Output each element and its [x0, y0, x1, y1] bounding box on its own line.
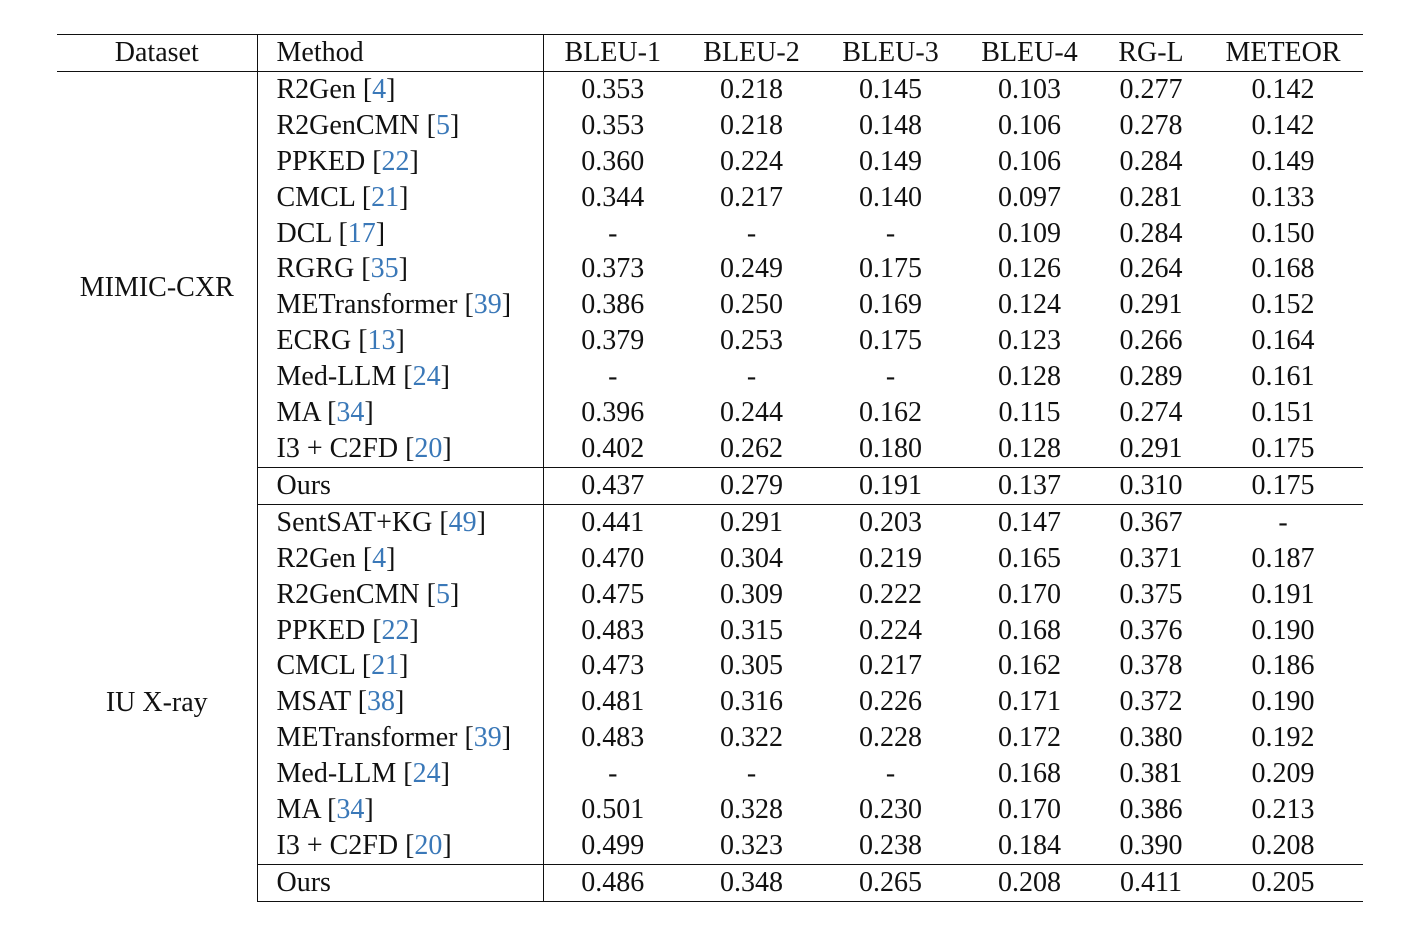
metric-value: 0.170: [998, 578, 1061, 610]
citation-bracket: ]: [476, 506, 486, 538]
citation-bracket: [: [365, 614, 382, 646]
citation-bracket: [: [419, 578, 436, 610]
citation-bracket: ]: [395, 686, 405, 718]
citation-link[interactable]: 24: [412, 361, 441, 393]
metric-value: 0.278: [1119, 109, 1183, 141]
metric-value: -: [746, 217, 757, 249]
citation-bracket: [: [396, 361, 413, 393]
citation-bracket: [: [354, 650, 372, 682]
metric-value: 0.184: [998, 829, 1061, 861]
metric-value: 0.244: [720, 397, 783, 429]
method-cell: [257, 756, 543, 792]
method-name: MA: [276, 794, 321, 826]
metric-value: 0.172: [998, 722, 1061, 754]
metric-value: 0.147: [998, 506, 1061, 538]
metric-value: 0.152: [1251, 289, 1315, 321]
citation-link[interactable]: 5: [435, 109, 450, 141]
table-row: [57, 71, 1363, 107]
metric-value: 0.128: [998, 432, 1061, 464]
citation-link[interactable]: 21: [371, 650, 400, 682]
metric-value: 0.164: [1251, 325, 1315, 357]
citation-link[interactable]: 21: [371, 181, 400, 213]
method-cell: [257, 323, 543, 359]
metric-value: 0.128: [998, 361, 1061, 393]
metric-value: 0.168: [1251, 253, 1315, 285]
header-rg-l: RG-L: [1099, 35, 1203, 72]
metric-value: 0.137: [960, 467, 1099, 504]
citation-bracket: ]: [409, 145, 419, 177]
metric-value: 0.315: [720, 614, 783, 646]
method-cell: [257, 216, 543, 252]
metric-value: 0.190: [1251, 614, 1315, 646]
citation-link[interactable]: 34: [336, 794, 365, 826]
metric-value: -: [885, 361, 896, 393]
metric-value: 0.169: [859, 289, 922, 321]
method-cell: [257, 613, 543, 649]
citation-link[interactable]: 17: [347, 217, 376, 249]
metric-value: 0.217: [720, 181, 783, 213]
method-name: RGRG: [276, 253, 355, 285]
metric-value: 0.305: [720, 650, 783, 682]
metric-value: 0.213: [1251, 794, 1315, 826]
method-cell: [257, 251, 543, 287]
metric-value: 0.142: [1251, 73, 1315, 105]
header-bleu-3: BLEU-3: [821, 35, 960, 72]
metric-value: 0.208: [960, 864, 1099, 901]
citation-link[interactable]: 35: [370, 253, 399, 285]
metric-value: 0.284: [1119, 145, 1183, 177]
metric-value: 0.265: [821, 864, 960, 901]
header-method: Method: [257, 35, 543, 72]
metric-value: 0.175: [1251, 432, 1315, 464]
metric-value: 0.367: [1119, 506, 1183, 538]
metric-value: 0.289: [1119, 361, 1183, 393]
citation-bracket: ]: [386, 73, 396, 105]
header-bleu-4: BLEU-4: [960, 35, 1099, 72]
method-cell: [257, 648, 543, 684]
method-name: I3 + C2FD: [276, 829, 399, 861]
method-cell: [257, 684, 543, 720]
metric-value: 0.126: [998, 253, 1061, 285]
citation-bracket: [: [457, 289, 474, 321]
metric-value: 0.180: [859, 432, 922, 464]
method-name: Med-LLM: [276, 758, 397, 790]
table-row: [57, 504, 1363, 540]
metric-value: 0.279: [682, 467, 821, 504]
method-name: PPKED: [276, 614, 366, 646]
metric-value: 0.142: [1251, 109, 1315, 141]
metric-value: 0.150: [1251, 217, 1315, 249]
citation-link[interactable]: 22: [381, 614, 410, 646]
citation-bracket: ]: [449, 109, 460, 141]
metric-value: 0.109: [998, 217, 1061, 249]
method-cell: [257, 180, 543, 216]
metric-value: -: [608, 758, 618, 790]
method-name: DCL: [276, 217, 332, 249]
metric-value: 0.168: [998, 758, 1061, 790]
method-cell: [257, 467, 543, 504]
metric-value: 0.175: [1203, 467, 1363, 504]
metric-value: 0.266: [1119, 325, 1183, 357]
metric-value: 0.380: [1119, 722, 1183, 754]
table-header: [57, 35, 1363, 72]
metric-value: 0.274: [1119, 397, 1183, 429]
citation-bracket: [: [457, 722, 474, 754]
citation-link[interactable]: 38: [367, 686, 396, 718]
citation-bracket: ]: [386, 542, 396, 574]
metric-value: 0.165: [998, 542, 1061, 574]
metric-value: 0.151: [1251, 397, 1315, 429]
metric-value: 0.175: [859, 253, 922, 285]
citation-link[interactable]: 5: [435, 578, 450, 610]
metric-value: 0.309: [720, 578, 783, 610]
metric-value: 0.162: [998, 650, 1061, 682]
metric-value: 0.148: [859, 109, 922, 141]
metric-value: 0.291: [720, 506, 783, 538]
metric-value: 0.375: [1119, 578, 1183, 610]
metric-value: 0.226: [859, 686, 922, 718]
metric-value: 0.175: [859, 325, 922, 357]
metric-value: 0.373: [581, 253, 645, 285]
metric-value: 0.381: [1119, 758, 1183, 790]
metric-value: 0.378: [1119, 650, 1183, 682]
citation-bracket: [: [432, 506, 449, 538]
citation-link[interactable]: 13: [367, 325, 396, 357]
metric-value: 0.249: [720, 253, 783, 285]
citation-bracket: ]: [364, 397, 374, 429]
citation-link[interactable]: 4: [372, 542, 387, 574]
metric-value: 0.499: [581, 829, 645, 861]
metric-value: 0.284: [1119, 217, 1183, 249]
metric-value: 0.470: [581, 542, 645, 574]
metric-value: -: [608, 217, 618, 249]
metric-value: 0.124: [998, 289, 1061, 321]
citation-link[interactable]: 34: [336, 397, 365, 429]
citation-bracket: ]: [501, 289, 512, 321]
method-name: METransformer: [276, 722, 458, 754]
metric-value: 0.106: [998, 109, 1061, 141]
method-name: MSAT: [276, 686, 351, 718]
citation-link[interactable]: 24: [412, 758, 441, 790]
metric-value: 0.170: [998, 794, 1061, 826]
dataset-name: MIMIC-CXR: [57, 71, 257, 504]
citation-link[interactable]: 20: [414, 829, 443, 861]
citation-link[interactable]: 22: [381, 145, 410, 177]
metric-value: 0.322: [720, 722, 783, 754]
metric-value: 0.277: [1119, 73, 1183, 105]
citation-bracket: [: [419, 109, 436, 141]
method-cell: [257, 395, 543, 431]
metric-value: 0.140: [859, 181, 922, 213]
metric-value: 0.123: [998, 325, 1061, 357]
method-name: CMCL: [276, 181, 355, 213]
citation-bracket: ]: [398, 253, 408, 285]
citation-bracket: [: [351, 325, 368, 357]
metric-value: -: [746, 758, 757, 790]
metric-value: 0.348: [682, 864, 821, 901]
dataset-group: [57, 504, 1363, 901]
method-cell: [257, 71, 543, 107]
metric-value: 0.192: [1251, 722, 1315, 754]
metric-value: 0.097: [998, 181, 1061, 213]
metric-value: 0.218: [720, 73, 783, 105]
citation-link[interactable]: 4: [372, 73, 387, 105]
method-cell: [257, 577, 543, 613]
metric-value: 0.386: [1119, 794, 1183, 826]
method-cell: [257, 792, 543, 828]
method-name: SentSAT+KG: [276, 506, 433, 538]
metric-value: 0.224: [720, 145, 783, 177]
metric-value: 0.386: [581, 289, 645, 321]
method-name: ECRG: [276, 325, 352, 357]
metric-value: 0.253: [720, 325, 783, 357]
metric-value: 0.328: [720, 794, 783, 826]
method-name: Ours: [276, 866, 331, 898]
citation-bracket: ]: [440, 758, 450, 790]
metric-value: 0.187: [1251, 542, 1315, 574]
citation-bracket: [: [331, 217, 348, 249]
method-name: PPKED: [276, 145, 366, 177]
header-bleu-1: BLEU-1: [543, 35, 682, 72]
metric-value: 0.262: [720, 432, 783, 464]
metric-value: 0.208: [1251, 829, 1315, 861]
metric-value: 0.483: [581, 722, 645, 754]
metric-value: 0.281: [1119, 181, 1183, 213]
metric-value: 0.145: [859, 73, 922, 105]
metric-value: 0.171: [998, 686, 1061, 718]
metric-value: 0.411: [1099, 864, 1203, 901]
metric-value: 0.238: [859, 829, 922, 861]
metric-value: 0.186: [1251, 650, 1315, 682]
metric-value: 0.115: [998, 397, 1061, 429]
citation-bracket: ]: [375, 217, 386, 249]
method-name: Ours: [276, 469, 331, 501]
header-meteor: METEOR: [1203, 35, 1363, 72]
metric-value: 0.437: [543, 467, 682, 504]
metric-value: 0.103: [998, 73, 1061, 105]
citation-bracket: ]: [399, 650, 409, 682]
citation-bracket: [: [354, 181, 372, 213]
metric-value: 0.379: [581, 325, 645, 357]
metric-value: -: [885, 217, 896, 249]
metric-value: 0.402: [581, 432, 645, 464]
metric-value: 0.372: [1119, 686, 1183, 718]
metric-value: 0.224: [859, 614, 922, 646]
metric-value: 0.219: [859, 542, 922, 574]
metric-value: 0.390: [1119, 829, 1183, 861]
method-cell: [257, 144, 543, 180]
citation-bracket: [: [365, 145, 382, 177]
citation-bracket: [: [398, 432, 415, 464]
metric-value: 0.376: [1119, 614, 1183, 646]
metric-value: 0.217: [859, 650, 922, 682]
method-cell: [257, 828, 543, 864]
metric-value: 0.222: [859, 578, 922, 610]
method-cell: [257, 359, 543, 395]
citation-bracket: ]: [501, 722, 512, 754]
method-cell: [257, 504, 543, 540]
metric-value: 0.473: [581, 650, 645, 682]
citation-bracket: [: [396, 758, 413, 790]
citation-bracket: [: [320, 397, 337, 429]
citation-bracket: ]: [409, 614, 419, 646]
metric-value: 0.161: [1251, 361, 1315, 393]
metric-value: 0.209: [1251, 758, 1315, 790]
method-cell: [257, 864, 543, 901]
citation-bracket: [: [398, 829, 415, 861]
metric-value: 0.481: [581, 686, 645, 718]
dataset-name: IU X-ray: [57, 504, 257, 901]
metric-value: 0.133: [1251, 181, 1315, 213]
citation-link[interactable]: 39: [473, 289, 502, 321]
citation-bracket: [: [355, 73, 373, 105]
citation-bracket: ]: [449, 578, 460, 610]
citation-link[interactable]: 20: [414, 432, 443, 464]
method-name: R2GenCMN: [276, 109, 420, 141]
metric-value: 0.441: [581, 506, 645, 538]
metric-value: -: [746, 361, 757, 393]
metric-value: 0.190: [1251, 686, 1315, 718]
metric-value: -: [1278, 506, 1288, 538]
metric-value: 0.371: [1119, 542, 1183, 574]
citation-bracket: [: [354, 253, 371, 285]
citation-bracket: ]: [442, 432, 452, 464]
metric-value: 0.106: [998, 145, 1061, 177]
metric-value: -: [608, 361, 618, 393]
method-cell: [257, 287, 543, 323]
metric-value: 0.191: [821, 467, 960, 504]
citation-bracket: ]: [440, 361, 450, 393]
method-name: R2Gen: [276, 542, 356, 574]
citation-bracket: ]: [399, 181, 409, 213]
metric-value: 0.191: [1251, 578, 1315, 610]
metric-value: 0.323: [720, 829, 783, 861]
citation-bracket: [: [320, 794, 337, 826]
method-name: I3 + C2FD: [276, 432, 399, 464]
metric-value: 0.230: [859, 794, 922, 826]
metric-value: 0.353: [581, 73, 645, 105]
metric-value: 0.162: [859, 397, 922, 429]
metric-value: 0.475: [581, 578, 645, 610]
citation-bracket: ]: [442, 829, 452, 861]
citation-bracket: [: [355, 542, 373, 574]
metric-value: 0.205: [1203, 864, 1363, 901]
metric-value: -: [885, 758, 896, 790]
method-name: R2Gen: [276, 73, 356, 105]
results-table: [57, 34, 1363, 902]
metric-value: 0.353: [581, 109, 645, 141]
citation-bracket: ]: [395, 325, 405, 357]
citation-bracket: [: [350, 686, 368, 718]
metric-value: 0.149: [859, 145, 922, 177]
metric-value: 0.360: [581, 145, 645, 177]
metric-value: 0.218: [720, 109, 783, 141]
header-dataset: Dataset: [57, 35, 257, 72]
method-name: METransformer: [276, 289, 458, 321]
metric-value: 0.501: [581, 794, 645, 826]
header-row: [57, 35, 1363, 72]
metric-value: 0.291: [1119, 289, 1183, 321]
citation-link[interactable]: 39: [473, 722, 502, 754]
citation-bracket: ]: [364, 794, 374, 826]
dataset-group: [57, 71, 1363, 504]
metric-value: 0.483: [581, 614, 645, 646]
metric-value: 0.486: [543, 864, 682, 901]
method-name: R2GenCMN: [276, 578, 420, 610]
metric-value: 0.291: [1119, 432, 1183, 464]
header-bleu-2: BLEU-2: [682, 35, 821, 72]
method-name: CMCL: [276, 650, 355, 682]
metric-value: 0.228: [859, 722, 922, 754]
metric-value: 0.310: [1099, 467, 1203, 504]
method-name: Med-LLM: [276, 361, 397, 393]
method-cell: [257, 108, 543, 144]
citation-link[interactable]: 49: [448, 506, 477, 538]
metric-value: 0.149: [1251, 145, 1315, 177]
metric-value: 0.264: [1119, 253, 1183, 285]
method-cell: [257, 541, 543, 577]
method-name: MA: [276, 397, 321, 429]
metric-value: 0.250: [720, 289, 783, 321]
metric-value: 0.203: [859, 506, 922, 538]
metric-value: 0.168: [998, 614, 1061, 646]
metric-value: 0.396: [581, 397, 645, 429]
method-cell: [257, 720, 543, 756]
metric-value: 0.316: [720, 686, 783, 718]
method-cell: [257, 431, 543, 467]
metric-value: 0.304: [720, 542, 783, 574]
metric-value: 0.344: [581, 181, 645, 213]
